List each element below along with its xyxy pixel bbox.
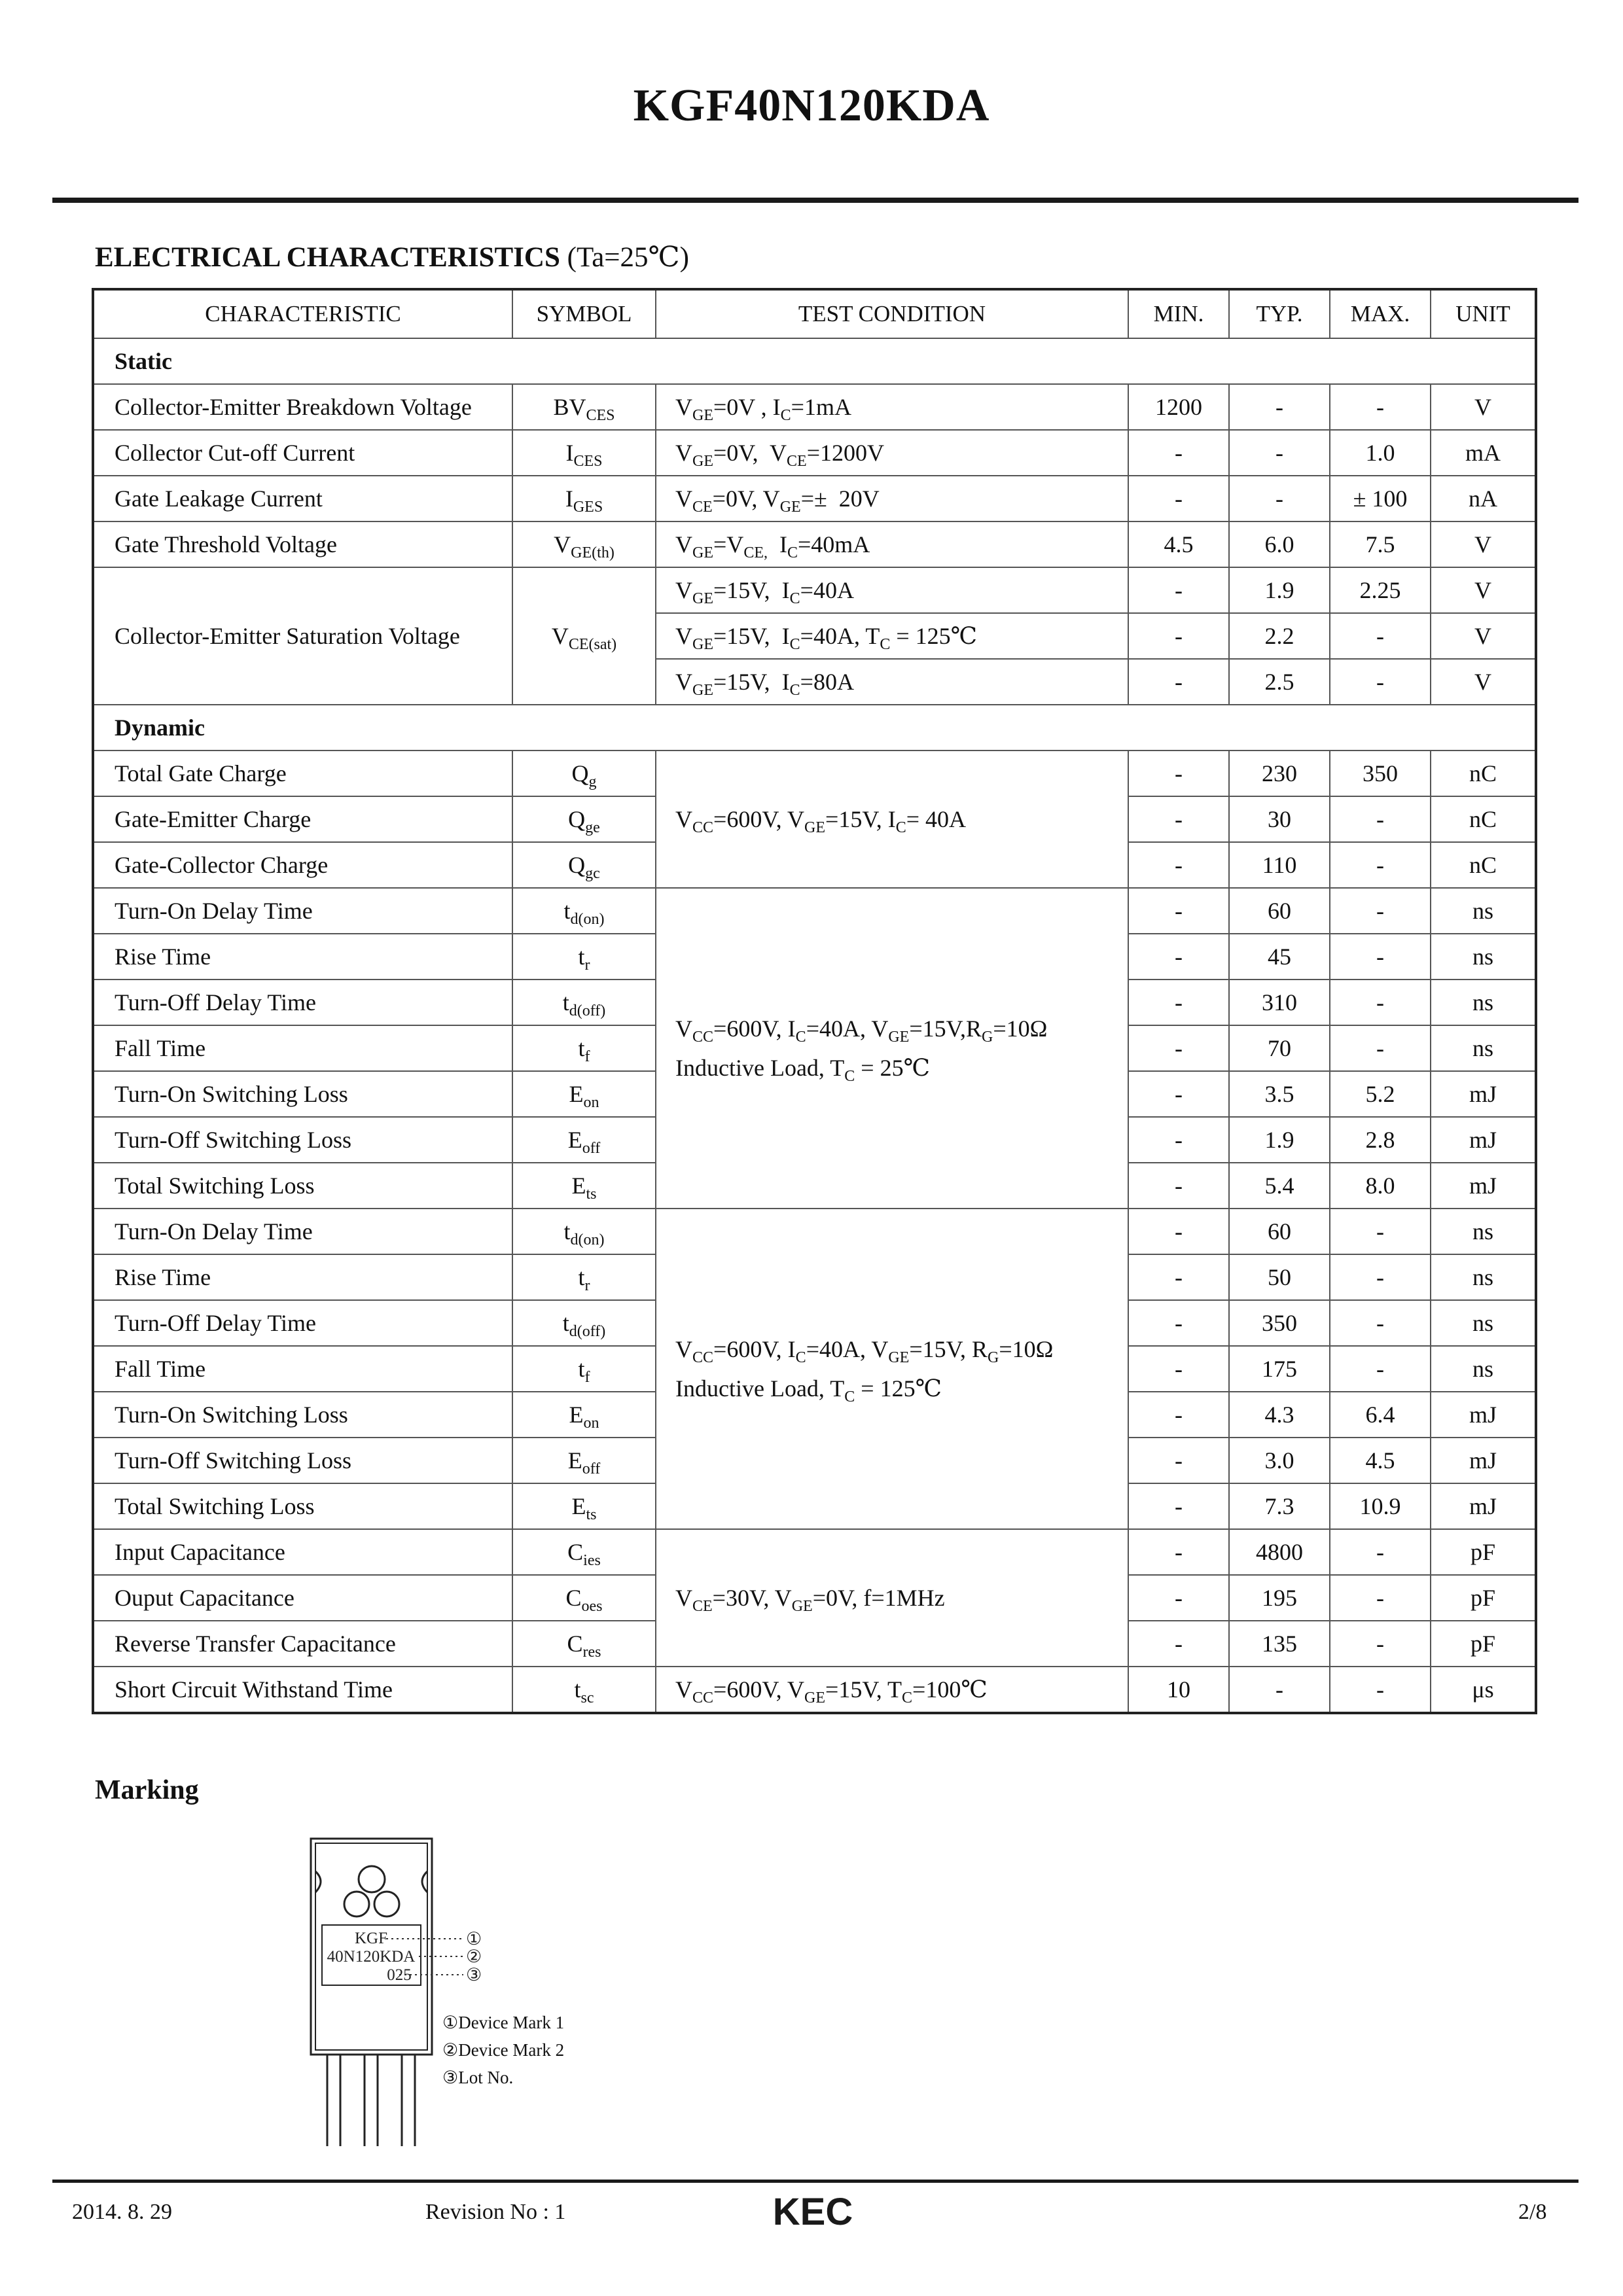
max-cell: 6.4 xyxy=(1330,1392,1431,1438)
symbol-cell: $t_{d(off)}$ xyxy=(512,980,656,1025)
characteristic-cell: Short Circuit Withstand Time xyxy=(93,1667,512,1713)
symbol-cell: $t_r$ xyxy=(512,1254,656,1300)
min-cell: - xyxy=(1128,476,1229,521)
typ-cell: 70 xyxy=(1229,1025,1330,1071)
characteristic-cell: Rise Time xyxy=(93,934,512,980)
symbol-cell: $t_f$ xyxy=(512,1346,656,1392)
typ-cell: 4800 xyxy=(1229,1529,1330,1575)
table-row xyxy=(93,384,1536,430)
typ-cell: - xyxy=(1229,384,1330,430)
section-row-static xyxy=(93,338,1536,384)
characteristic-cell: Ouput Capacitance xyxy=(93,1575,512,1621)
package-marking-diagram xyxy=(301,1832,589,2146)
unit-cell: nC xyxy=(1431,796,1536,842)
max-cell: 5.2 xyxy=(1330,1071,1431,1117)
max-cell: 4.5 xyxy=(1330,1438,1431,1483)
table-row xyxy=(93,567,1536,613)
max-cell: - xyxy=(1330,1575,1431,1621)
max-cell: - xyxy=(1330,980,1431,1025)
section-heading-condition: (Ta=25℃) xyxy=(567,242,689,273)
lead-2 xyxy=(365,2055,378,2146)
max-cell: - xyxy=(1330,1209,1431,1254)
test-condition-cell: $V_{GE}=0V$ , $I_C=1mA$ xyxy=(656,384,1128,430)
symbol-cell: $Q_{ge}$ xyxy=(512,796,656,842)
footer-rule xyxy=(52,2180,1578,2183)
symbol-cell: $E_{on}$ xyxy=(512,1071,656,1117)
test-condition-cell: $V_{GE}=V_{CE,}$ $I_C=40mA$ xyxy=(656,521,1128,567)
min-cell: - xyxy=(1128,1575,1229,1621)
section-heading-bold: ELECTRICAL CHARACTERISTICS xyxy=(95,242,560,273)
electrical-characteristics-table xyxy=(92,288,1537,1714)
symbol-cell: $C_{res}$ xyxy=(512,1621,656,1667)
svg-text:KEC: KEC xyxy=(772,2192,853,2231)
symbol-cell: $BV_{CES}$ xyxy=(512,384,656,430)
max-cell: - xyxy=(1330,613,1431,659)
max-cell: 350 xyxy=(1330,751,1431,796)
symbol-cell: $V_{GE(th)}$ xyxy=(512,521,656,567)
min-cell: 1200 xyxy=(1128,384,1229,430)
max-cell: - xyxy=(1330,1025,1431,1071)
max-cell: 2.8 xyxy=(1330,1117,1431,1163)
typ-cell: 2.5 xyxy=(1229,659,1330,705)
max-cell: - xyxy=(1330,842,1431,888)
characteristic-cell: Fall Time xyxy=(93,1346,512,1392)
symbol-cell: $I_{CES}$ xyxy=(512,430,656,476)
test-condition-cell: $V_{CE}=0V$, $V_{GE}=\pm 20V$ xyxy=(656,476,1128,521)
symbol-cell: $t_{sc}$ xyxy=(512,1667,656,1713)
min-cell: - xyxy=(1128,980,1229,1025)
max-cell: - xyxy=(1330,659,1431,705)
characteristic-cell: Reverse Transfer Capacitance xyxy=(93,1621,512,1667)
unit-cell: ns xyxy=(1431,888,1536,934)
unit-cell: V xyxy=(1431,659,1536,705)
min-cell: - xyxy=(1128,1392,1229,1438)
characteristic-cell: Total Switching Loss xyxy=(93,1483,512,1529)
characteristic-cell: Gate Threshold Voltage xyxy=(93,521,512,567)
min-cell: - xyxy=(1128,888,1229,934)
marking-title: Marking xyxy=(95,1775,199,1805)
max-cell: - xyxy=(1330,1667,1431,1713)
max-cell: - xyxy=(1330,934,1431,980)
section-label: Static xyxy=(93,338,1536,384)
min-cell: - xyxy=(1128,1300,1229,1346)
min-cell: - xyxy=(1128,842,1229,888)
typ-cell: 230 xyxy=(1229,751,1330,796)
unit-cell: ns xyxy=(1431,1025,1536,1071)
max-cell: 8.0 xyxy=(1330,1163,1431,1209)
typ-cell: 3.5 xyxy=(1229,1071,1330,1117)
min-cell: 10 xyxy=(1128,1667,1229,1713)
characteristic-cell: Collector Cut-off Current xyxy=(93,430,512,476)
typ-cell: 5.4 xyxy=(1229,1163,1330,1209)
callout-3: ③ xyxy=(466,1965,482,1985)
symbol-cell: $E_{off}$ xyxy=(512,1117,656,1163)
header-rule xyxy=(52,198,1578,203)
legend-item: ①Device Mark 1 xyxy=(442,2013,565,2032)
min-cell: - xyxy=(1128,1117,1229,1163)
symbol-cell: $t_f$ xyxy=(512,1025,656,1071)
col-header: SYMBOL xyxy=(512,289,656,338)
col-header: TEST CONDITION xyxy=(656,289,1128,338)
table-row xyxy=(93,1529,1536,1575)
unit-cell: mJ xyxy=(1431,1071,1536,1117)
typ-cell: 30 xyxy=(1229,796,1330,842)
min-cell: - xyxy=(1128,567,1229,613)
col-header: UNIT xyxy=(1431,289,1536,338)
unit-cell: mJ xyxy=(1431,1483,1536,1529)
min-cell: - xyxy=(1128,659,1229,705)
typ-cell: 175 xyxy=(1229,1346,1330,1392)
characteristic-cell: Turn-On Switching Loss xyxy=(93,1392,512,1438)
max-cell: ± 100 xyxy=(1330,476,1431,521)
table-header-row xyxy=(93,289,1536,338)
typ-cell: - xyxy=(1229,430,1330,476)
characteristic-cell: Turn-On Switching Loss xyxy=(93,1071,512,1117)
legend-item: ③Lot No. xyxy=(442,2068,514,2087)
unit-cell: V xyxy=(1431,384,1536,430)
section-row-dynamic xyxy=(93,705,1536,751)
typ-cell: 1.9 xyxy=(1229,567,1330,613)
max-cell: - xyxy=(1330,1254,1431,1300)
min-cell: - xyxy=(1128,796,1229,842)
unit-cell: mJ xyxy=(1431,1117,1536,1163)
section-label: Dynamic xyxy=(93,705,1536,751)
symbol-cell: $E_{ts}$ xyxy=(512,1483,656,1529)
unit-cell: nC xyxy=(1431,751,1536,796)
col-header: MIN. xyxy=(1128,289,1229,338)
typ-cell: 195 xyxy=(1229,1575,1330,1621)
min-cell: - xyxy=(1128,430,1229,476)
typ-cell: 50 xyxy=(1229,1254,1330,1300)
min-cell: - xyxy=(1128,613,1229,659)
table-row xyxy=(93,888,1536,934)
symbol-cell: $t_r$ xyxy=(512,934,656,980)
symbol-cell: $t_{d(on)}$ xyxy=(512,888,656,934)
symbol-cell: $E_{on}$ xyxy=(512,1392,656,1438)
table-row xyxy=(93,521,1536,567)
legend-item: ②Device Mark 2 xyxy=(442,2040,565,2060)
characteristic-cell: Gate-Emitter Charge xyxy=(93,796,512,842)
test-condition-cell: $V_{CC}=600V$, $V_{GE}=15V$, $T_C=100℃$ xyxy=(656,1667,1128,1713)
symbol-cell: $Q_{gc}$ xyxy=(512,842,656,888)
max-cell: - xyxy=(1330,796,1431,842)
min-cell: - xyxy=(1128,1163,1229,1209)
characteristic-cell: Collector-Emitter Breakdown Voltage xyxy=(93,384,512,430)
unit-cell: ns xyxy=(1431,934,1536,980)
typ-cell: 310 xyxy=(1229,980,1330,1025)
test-condition-cell: $V_{CC}=600V$, $I_C=40A$, $V_{GE}=15V$, $R_G=10\Omega$ Inductive Load, $T_C$ = 125℃ xyxy=(656,1209,1128,1529)
characteristic-cell: Input Capacitance xyxy=(93,1529,512,1575)
unit-cell: nA xyxy=(1431,476,1536,521)
symbol-cell: $C_{oes}$ xyxy=(512,1575,656,1621)
max-cell: 10.9 xyxy=(1330,1483,1431,1529)
typ-cell: 60 xyxy=(1229,888,1330,934)
table-row xyxy=(93,476,1536,521)
footer-date: 2014. 8. 29 xyxy=(72,2200,172,2224)
symbol-cell: $E_{ts}$ xyxy=(512,1163,656,1209)
unit-cell: ns xyxy=(1431,1346,1536,1392)
typ-cell: 6.0 xyxy=(1229,521,1330,567)
unit-cell: V xyxy=(1431,613,1536,659)
min-cell: - xyxy=(1128,1483,1229,1529)
max-cell: 1.0 xyxy=(1330,430,1431,476)
characteristic-cell: Total Switching Loss xyxy=(93,1163,512,1209)
test-condition-cell: $V_{GE}=15V$, $I_C=40A$, $T_C$ = 125℃ xyxy=(656,613,1128,659)
unit-cell: V xyxy=(1431,521,1536,567)
marking-line-2: 40N120KDA xyxy=(327,1948,416,1966)
characteristic-cell: Turn-Off Delay Time xyxy=(93,980,512,1025)
test-condition-cell: $V_{CC}=600V$, $I_C=40A$, $V_{GE}=15V,R_G=10\Omega$ Inductive Load, $T_C$ = 25℃ xyxy=(656,888,1128,1209)
typ-cell: - xyxy=(1229,476,1330,521)
characteristic-cell: Gate-Collector Charge xyxy=(93,842,512,888)
unit-cell: mJ xyxy=(1431,1163,1536,1209)
table-row xyxy=(93,1667,1536,1713)
marking-line-1: KGF xyxy=(354,1930,388,1947)
unit-cell: pF xyxy=(1431,1621,1536,1667)
kec-logo xyxy=(754,2192,872,2231)
table-row xyxy=(93,1209,1536,1254)
typ-cell: 60 xyxy=(1229,1209,1330,1254)
max-cell: - xyxy=(1330,888,1431,934)
min-cell: - xyxy=(1128,1438,1229,1483)
unit-cell: mJ xyxy=(1431,1438,1536,1483)
min-cell: - xyxy=(1128,751,1229,796)
typ-cell: 2.2 xyxy=(1229,613,1330,659)
lead-1 xyxy=(327,2055,340,2146)
min-cell: - xyxy=(1128,1621,1229,1667)
unit-cell: mJ xyxy=(1431,1392,1536,1438)
unit-cell: ns xyxy=(1431,1300,1536,1346)
unit-cell: mA xyxy=(1431,430,1536,476)
characteristic-cell: Total Gate Charge xyxy=(93,751,512,796)
unit-cell: μs xyxy=(1431,1667,1536,1713)
characteristic-cell: Fall Time xyxy=(93,1025,512,1071)
min-cell: - xyxy=(1128,1346,1229,1392)
unit-cell: ns xyxy=(1431,1254,1536,1300)
max-cell: 7.5 xyxy=(1330,521,1431,567)
min-cell: 4.5 xyxy=(1128,521,1229,567)
unit-cell: V xyxy=(1431,567,1536,613)
unit-cell: ns xyxy=(1431,1209,1536,1254)
min-cell: - xyxy=(1128,934,1229,980)
document-title: KGF40N120KDA xyxy=(633,80,990,131)
symbol-cell: $Q_g$ xyxy=(512,751,656,796)
typ-cell: 1.9 xyxy=(1229,1117,1330,1163)
characteristic-cell: Turn-Off Switching Loss xyxy=(93,1117,512,1163)
max-cell: - xyxy=(1330,1529,1431,1575)
footer-revision: Revision No : 1 xyxy=(425,2200,566,2224)
characteristic-cell: Turn-On Delay Time xyxy=(93,888,512,934)
characteristic-cell: Turn-On Delay Time xyxy=(93,1209,512,1254)
characteristic-cell: Turn-Off Delay Time xyxy=(93,1300,512,1346)
symbol-cell: $E_{off}$ xyxy=(512,1438,656,1483)
unit-cell: pF xyxy=(1431,1575,1536,1621)
mounting-hole xyxy=(359,1866,385,1892)
unit-cell: pF xyxy=(1431,1529,1536,1575)
typ-cell: 110 xyxy=(1229,842,1330,888)
footer-page-number: 2/8 xyxy=(1518,2200,1547,2224)
section-heading xyxy=(95,241,689,274)
max-cell: - xyxy=(1330,1300,1431,1346)
max-cell: - xyxy=(1330,384,1431,430)
unit-cell: nC xyxy=(1431,842,1536,888)
typ-cell: 45 xyxy=(1229,934,1330,980)
min-cell: - xyxy=(1128,1209,1229,1254)
min-cell: - xyxy=(1128,1025,1229,1071)
table-row xyxy=(93,430,1536,476)
typ-cell: 350 xyxy=(1229,1300,1330,1346)
table-row xyxy=(93,751,1536,796)
characteristic-cell: Rise Time xyxy=(93,1254,512,1300)
max-cell: - xyxy=(1330,1621,1431,1667)
test-condition-cell: $V_{GE}=15V$, $I_C=80A$ xyxy=(656,659,1128,705)
symbol-cell: $V_{CE(sat)}$ xyxy=(512,567,656,705)
characteristic-cell: Gate Leakage Current xyxy=(93,476,512,521)
characteristic-cell: Collector-Emitter Saturation Voltage xyxy=(93,567,512,705)
test-condition-cell: $V_{GE}=0V$, $V_{CE}=1200V$ xyxy=(656,430,1128,476)
symbol-cell: $t_{d(on)}$ xyxy=(512,1209,656,1254)
col-header: TYP. xyxy=(1229,289,1330,338)
test-condition-cell: $V_{CE}=30V$, $V_{GE}=0V$, f=1MHz xyxy=(656,1529,1128,1667)
callout-1: ① xyxy=(466,1929,482,1949)
max-cell: 2.25 xyxy=(1330,567,1431,613)
lead-3 xyxy=(402,2055,415,2146)
typ-cell: 4.3 xyxy=(1229,1392,1330,1438)
min-cell: - xyxy=(1128,1529,1229,1575)
max-cell: - xyxy=(1330,1346,1431,1392)
col-header: MAX. xyxy=(1330,289,1431,338)
typ-cell: 3.0 xyxy=(1229,1438,1330,1483)
characteristic-cell: Turn-Off Switching Loss xyxy=(93,1438,512,1483)
callout-2: ② xyxy=(466,1947,482,1966)
col-header: CHARACTERISTIC xyxy=(93,289,512,338)
typ-cell: - xyxy=(1229,1667,1330,1713)
typ-cell: 135 xyxy=(1229,1621,1330,1667)
marking-line-3: 025 xyxy=(387,1966,412,1984)
min-cell: - xyxy=(1128,1254,1229,1300)
unit-cell: ns xyxy=(1431,980,1536,1025)
symbol-cell: $t_{d(off)}$ xyxy=(512,1300,656,1346)
symbol-cell: $I_{GES}$ xyxy=(512,476,656,521)
symbol-cell: $C_{ies}$ xyxy=(512,1529,656,1575)
test-condition-cell: $V_{GE}=15V$, $I_C=40A$ xyxy=(656,567,1128,613)
typ-cell: 7.3 xyxy=(1229,1483,1330,1529)
test-condition-cell: $V_{CC}=600V$, $V_{GE}=15V$, $I_C= 40A$ xyxy=(656,751,1128,888)
min-cell: - xyxy=(1128,1071,1229,1117)
